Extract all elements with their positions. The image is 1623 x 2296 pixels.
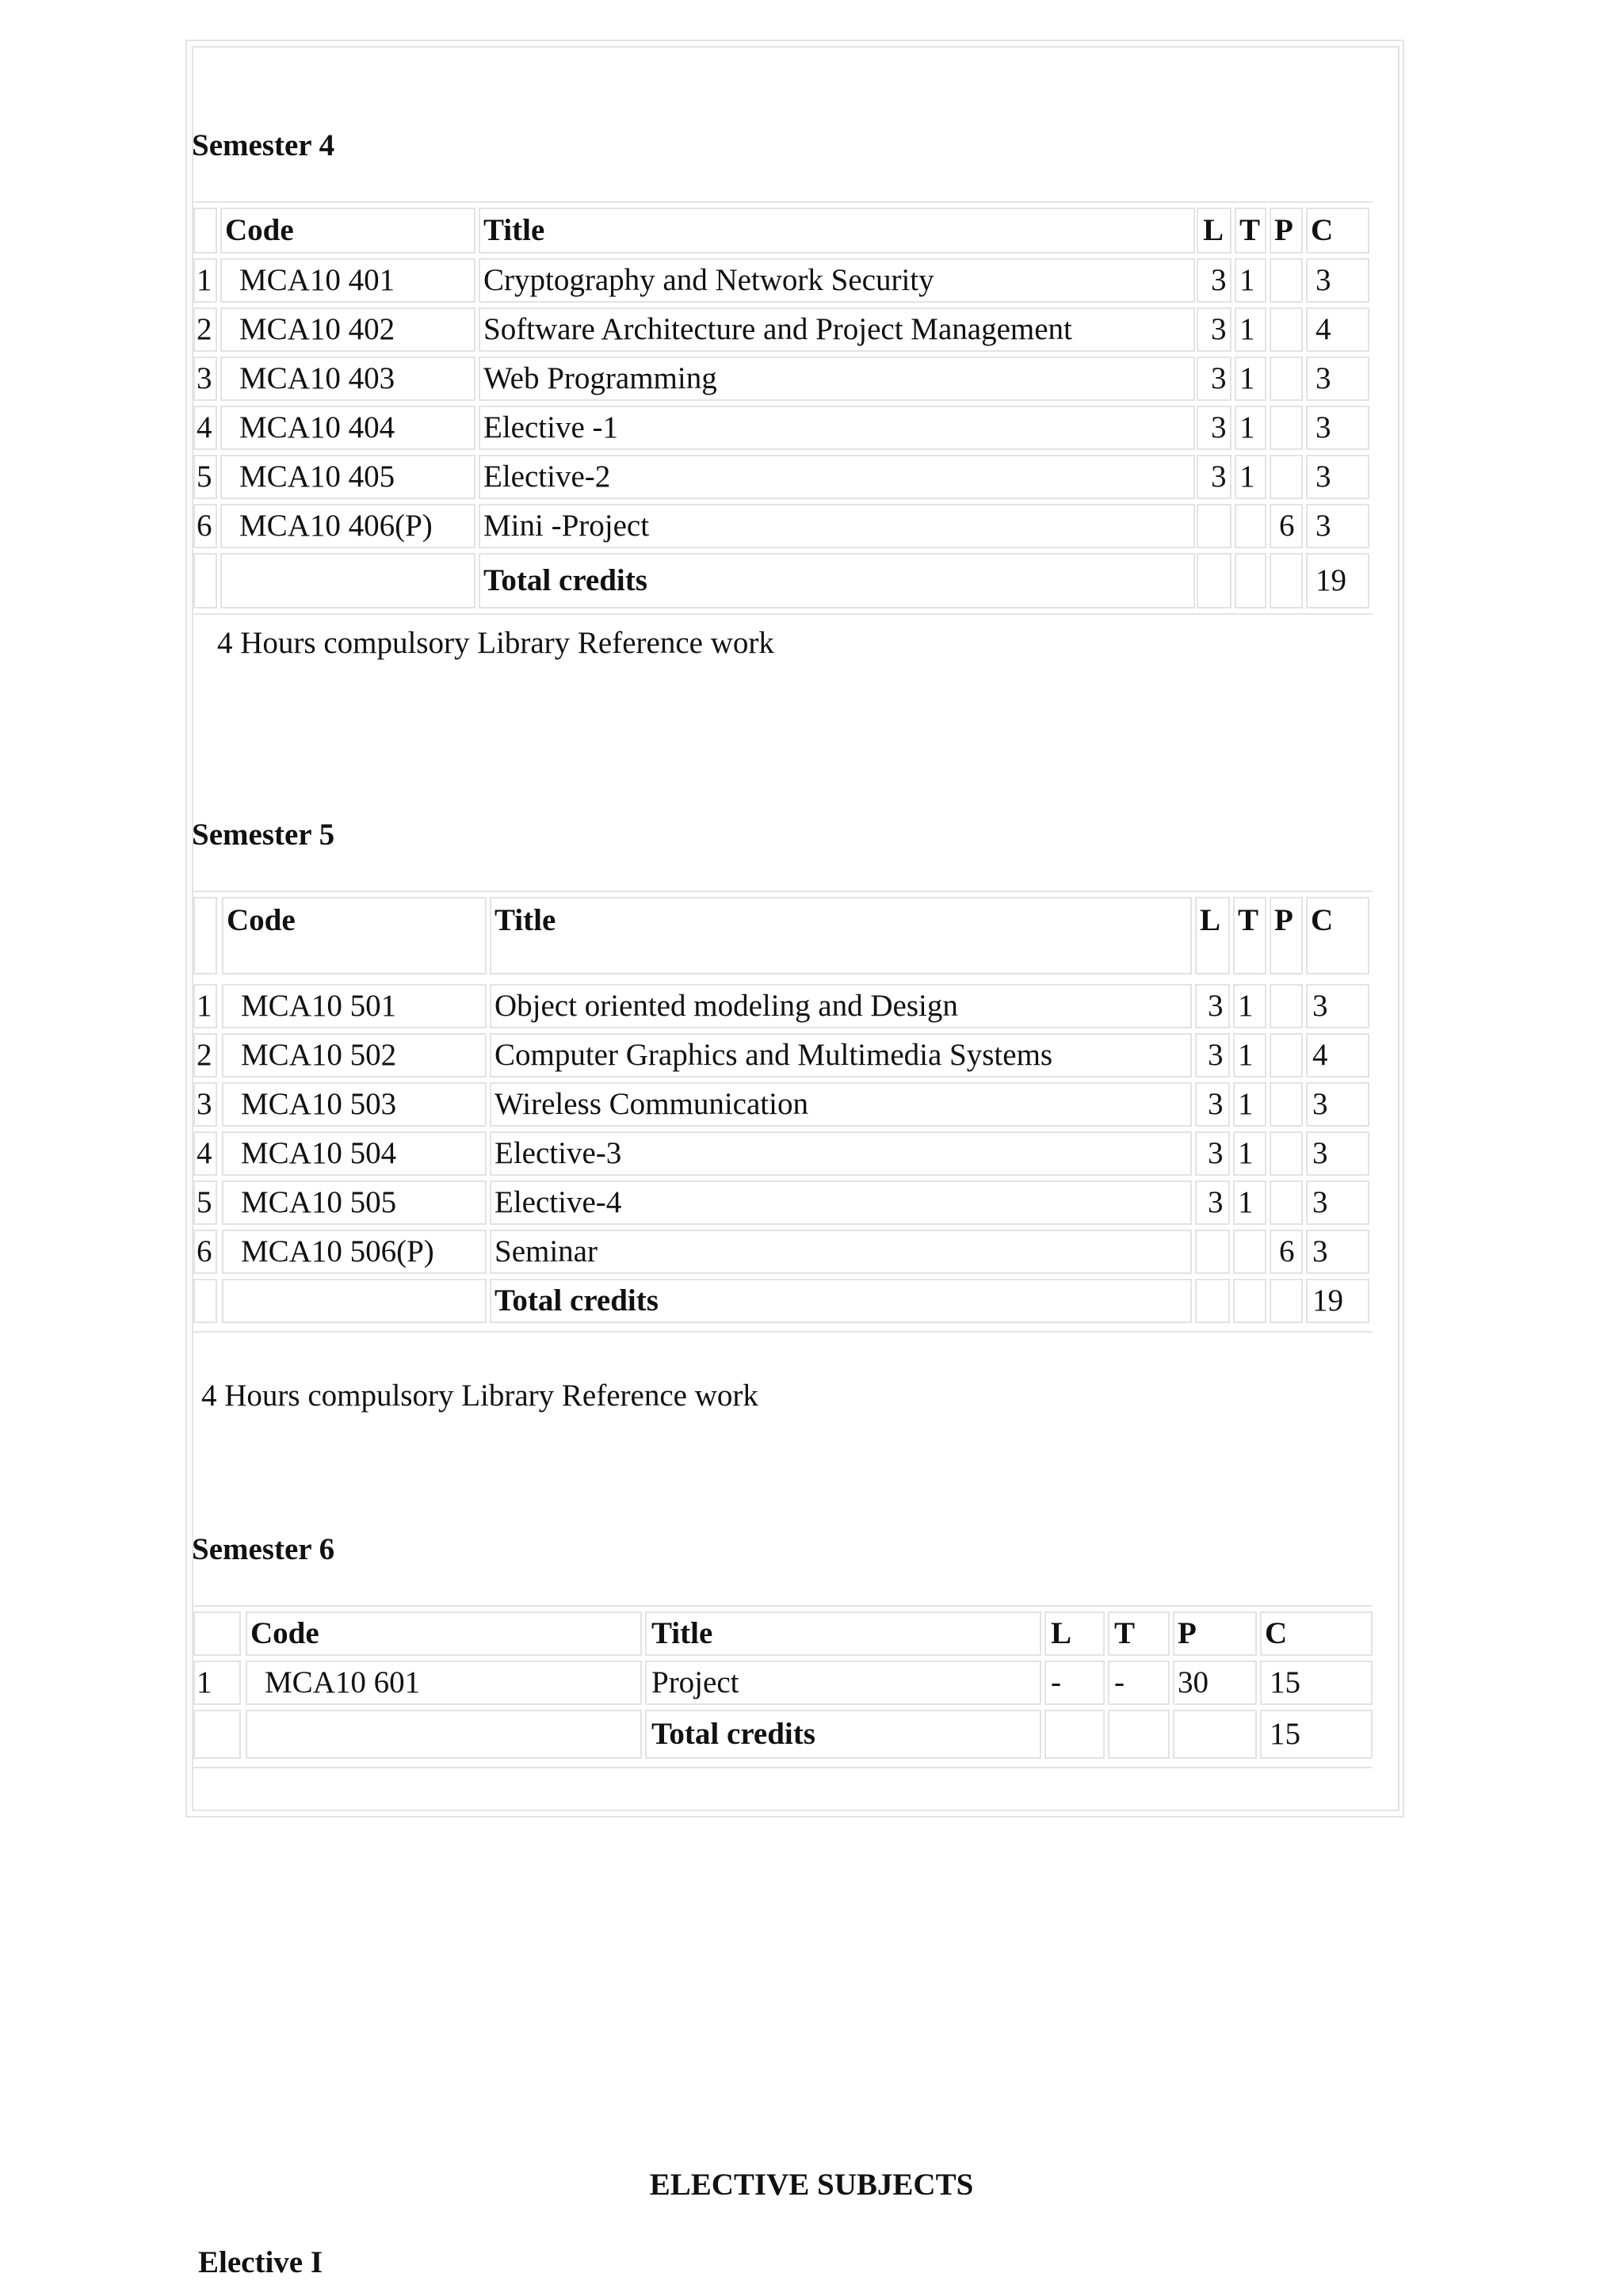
- semester-6-heading: Semester 6: [192, 1532, 335, 1566]
- elective-subjects-title: ELECTIVE SUBJECTS: [649, 2168, 974, 2202]
- table-cell-lecture: 3: [1197, 307, 1232, 352]
- table-cell-lecture: 3: [1195, 1180, 1230, 1225]
- table-cell-practical: [1270, 1082, 1303, 1127]
- table-cell-title: Elective-4: [490, 1180, 1192, 1225]
- table-cell-tutorial: [1233, 1230, 1266, 1274]
- total-row-empty-cell: [246, 1710, 642, 1759]
- header-cell-credits: C: [1306, 208, 1369, 254]
- total-row-empty-cell: [1233, 1279, 1266, 1323]
- table-cell-practical: [1270, 307, 1303, 352]
- table-cell-practical: 30: [1173, 1661, 1257, 1705]
- table-cell-practical: [1270, 455, 1303, 499]
- total-row-empty-cell: [1173, 1710, 1257, 1759]
- divider: [192, 201, 1373, 203]
- semester-4-heading: Semester 4: [192, 128, 335, 162]
- table-cell-serial: 4: [193, 406, 217, 450]
- table-cell-practical: [1270, 984, 1303, 1028]
- table-cell-tutorial: 1: [1235, 406, 1266, 450]
- table-cell-lecture: 3: [1197, 455, 1232, 499]
- table-cell-practical: [1270, 1033, 1303, 1077]
- divider: [192, 613, 1373, 615]
- table-cell-tutorial: 1: [1233, 1082, 1266, 1127]
- header-cell-lecture: L: [1197, 208, 1232, 254]
- table-cell-code: MCA10 506(P): [222, 1230, 487, 1274]
- table-cell-credits: 3: [1306, 1131, 1369, 1176]
- table-cell-credits: 3: [1306, 455, 1369, 499]
- header-cell-practical: P: [1270, 897, 1303, 974]
- table-cell-tutorial: 1: [1233, 1180, 1266, 1225]
- table-cell-title: Elective -1: [479, 406, 1195, 450]
- table-cell-title: Wireless Communication: [490, 1082, 1192, 1127]
- table-cell-serial: 3: [193, 1082, 217, 1127]
- table-cell-credits: 3: [1306, 258, 1369, 303]
- table-cell-tutorial: 1: [1235, 307, 1266, 352]
- table-cell-code: MCA10 503: [222, 1082, 487, 1127]
- divider: [192, 1605, 1373, 1607]
- total-row-empty-cell: [222, 1279, 487, 1323]
- table-cell-tutorial: 1: [1235, 455, 1266, 499]
- table-cell-title: Computer Graphics and Multimedia Systems: [490, 1033, 1192, 1077]
- table-cell-title: Cryptography and Network Security: [479, 258, 1195, 303]
- header-cell-title: Title: [645, 1611, 1041, 1656]
- header-cell-lecture: L: [1195, 897, 1230, 974]
- total-credits-value: 15: [1260, 1710, 1373, 1759]
- table-cell-lecture: 3: [1195, 1082, 1230, 1127]
- table-cell-lecture: 3: [1195, 984, 1230, 1028]
- total-row-empty-cell: [1195, 1279, 1230, 1323]
- table-cell-serial: 1: [193, 984, 217, 1028]
- elective-i-heading: Elective I: [198, 2245, 323, 2279]
- total-row-empty-cell: [1270, 1279, 1303, 1323]
- table-cell-title: Project: [645, 1661, 1041, 1705]
- table-cell-serial: 2: [193, 1033, 217, 1077]
- header-cell-tutorial: T: [1235, 208, 1266, 254]
- table-cell-practical: [1270, 1180, 1303, 1225]
- table-cell-credits: 3: [1306, 406, 1369, 450]
- table-cell-practical: [1270, 357, 1303, 401]
- table-cell-lecture: 3: [1197, 357, 1232, 401]
- table-cell-title: Software Architecture and Project Management: [479, 307, 1195, 352]
- semester-5-note: 4 Hours compulsory Library Reference work: [201, 1379, 758, 1413]
- total-row-empty-cell: [1108, 1710, 1170, 1759]
- semester-4-note: 4 Hours compulsory Library Reference work: [217, 626, 774, 660]
- table-cell-title: Seminar: [490, 1230, 1192, 1274]
- table-cell-code: MCA10 402: [220, 307, 475, 352]
- table-cell-code: MCA10 401: [220, 258, 475, 303]
- divider: [192, 1767, 1373, 1768]
- total-credits-value: 19: [1306, 553, 1369, 608]
- table-cell-tutorial: 1: [1233, 1131, 1266, 1176]
- table-cell-credits: 4: [1306, 1033, 1369, 1077]
- header-cell-tutorial: T: [1108, 1611, 1170, 1656]
- header-cell-serial: [193, 208, 217, 254]
- table-cell-serial: 1: [193, 1661, 241, 1705]
- table-cell-code: MCA10 404: [220, 406, 475, 450]
- header-cell-title: Title: [479, 208, 1195, 254]
- total-row-empty-cell: [1044, 1710, 1105, 1759]
- table-cell-code: MCA10 601: [246, 1661, 642, 1705]
- table-cell-credits: 3: [1306, 1082, 1369, 1127]
- total-row-empty-cell: [1235, 553, 1266, 608]
- table-cell-lecture: 3: [1197, 406, 1232, 450]
- total-credits-label: Total credits: [645, 1710, 1041, 1759]
- header-cell-serial: [193, 1611, 241, 1656]
- table-cell-credits: 3: [1306, 1230, 1369, 1274]
- table-cell-credits: 3: [1306, 1180, 1369, 1225]
- header-cell-practical: P: [1173, 1611, 1257, 1656]
- table-cell-lecture: [1197, 504, 1232, 548]
- table-cell-title: Object oriented modeling and Design: [490, 984, 1192, 1028]
- table-cell-practical: [1270, 1131, 1303, 1176]
- table-cell-tutorial: 1: [1235, 258, 1266, 303]
- total-row-empty-cell: [193, 1279, 217, 1323]
- table-cell-tutorial: 1: [1233, 1033, 1266, 1077]
- header-cell-lecture: L: [1044, 1611, 1105, 1656]
- header-cell-code: Code: [222, 897, 487, 974]
- table-cell-serial: 3: [193, 357, 217, 401]
- total-row-empty-cell: [193, 1710, 241, 1759]
- total-credits-label: Total credits: [490, 1279, 1192, 1323]
- table-cell-credits: 3: [1306, 984, 1369, 1028]
- table-cell-practical: 6: [1270, 1230, 1303, 1274]
- table-cell-credits: 15: [1260, 1661, 1373, 1705]
- table-cell-serial: 2: [193, 307, 217, 352]
- header-cell-practical: P: [1270, 208, 1303, 254]
- header-cell-tutorial: T: [1233, 897, 1266, 974]
- table-cell-practical: [1270, 406, 1303, 450]
- table-cell-lecture: [1195, 1230, 1230, 1274]
- table-cell-serial: 6: [193, 504, 217, 548]
- header-cell-serial: [193, 897, 217, 974]
- table-cell-code: MCA10 405: [220, 455, 475, 499]
- total-row-empty-cell: [1197, 553, 1232, 608]
- table-cell-code: MCA10 505: [222, 1180, 487, 1225]
- total-credits-value: 19: [1306, 1279, 1369, 1323]
- table-cell-title: Mini -Project: [479, 504, 1195, 548]
- table-cell-code: MCA10 406(P): [220, 504, 475, 548]
- table-cell-lecture: 3: [1195, 1131, 1230, 1176]
- table-cell-code: MCA10 403: [220, 357, 475, 401]
- divider: [192, 1331, 1373, 1333]
- table-cell-tutorial: -: [1108, 1661, 1170, 1705]
- table-cell-tutorial: 1: [1235, 357, 1266, 401]
- total-credits-label: Total credits: [479, 553, 1195, 608]
- table-cell-credits: 3: [1306, 504, 1369, 548]
- header-cell-credits: C: [1260, 1611, 1373, 1656]
- total-row-empty-cell: [220, 553, 475, 608]
- table-cell-code: MCA10 502: [222, 1033, 487, 1077]
- table-cell-code: MCA10 504: [222, 1131, 487, 1176]
- table-cell-practical: [1270, 258, 1303, 303]
- table-cell-tutorial: 1: [1233, 984, 1266, 1028]
- table-cell-title: Web Programming: [479, 357, 1195, 401]
- total-row-empty-cell: [1270, 553, 1303, 608]
- header-cell-credits: C: [1306, 897, 1369, 974]
- semester-5-heading: Semester 5: [192, 818, 335, 852]
- table-cell-title: Elective-2: [479, 455, 1195, 499]
- table-cell-serial: 6: [193, 1230, 217, 1274]
- table-cell-lecture: 3: [1195, 1033, 1230, 1077]
- header-cell-code: Code: [246, 1611, 642, 1656]
- table-cell-serial: 5: [193, 455, 217, 499]
- header-cell-title: Title: [490, 897, 1192, 974]
- divider: [192, 891, 1373, 892]
- table-cell-serial: 4: [193, 1131, 217, 1176]
- table-cell-serial: 1: [193, 258, 217, 303]
- header-cell-code: Code: [220, 208, 475, 254]
- table-cell-serial: 5: [193, 1180, 217, 1225]
- table-cell-credits: 3: [1306, 357, 1369, 401]
- table-cell-lecture: -: [1044, 1661, 1105, 1705]
- table-cell-title: Elective-3: [490, 1131, 1192, 1176]
- total-row-empty-cell: [193, 553, 217, 608]
- table-cell-credits: 4: [1306, 307, 1369, 352]
- table-cell-tutorial: [1235, 504, 1266, 548]
- table-cell-lecture: 3: [1197, 258, 1232, 303]
- table-cell-code: MCA10 501: [222, 984, 487, 1028]
- table-cell-practical: 6: [1270, 504, 1303, 548]
